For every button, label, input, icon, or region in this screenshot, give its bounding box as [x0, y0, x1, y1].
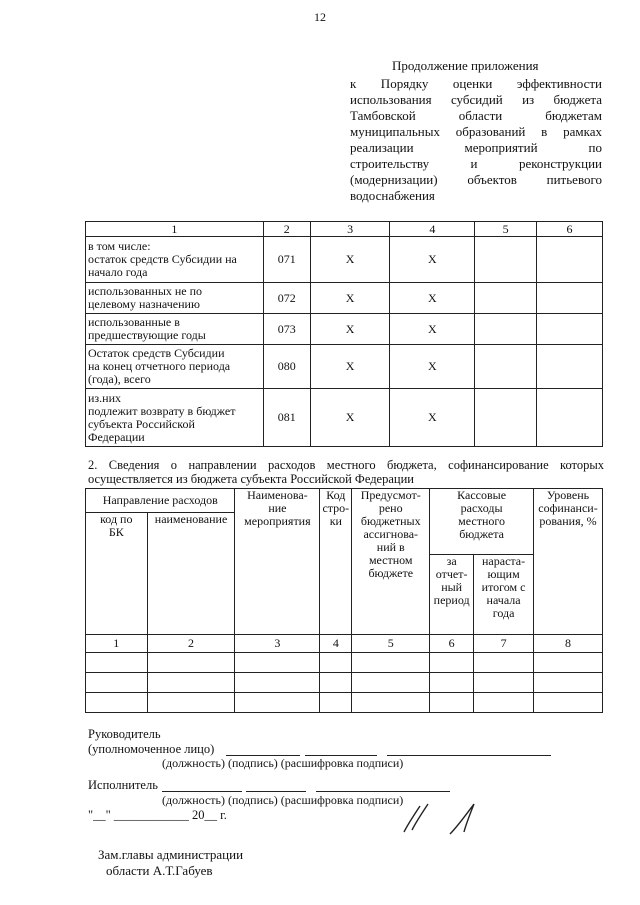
cell: [430, 653, 474, 673]
cell: [320, 673, 352, 693]
cell: [147, 673, 235, 693]
name-line: [316, 791, 450, 792]
header-level: Уровень софинанси- рования, %: [534, 489, 603, 635]
table-header-row: [86, 489, 603, 513]
deputy-title: Зам.главы администрации: [98, 847, 244, 862]
name-line: [387, 755, 551, 756]
cell: [86, 673, 148, 693]
cell: X: [310, 389, 390, 447]
cell: X: [390, 237, 475, 283]
cell: [86, 693, 148, 713]
page-number: 12: [314, 10, 326, 24]
column-header: 3: [310, 222, 390, 237]
signature-line: [246, 791, 306, 792]
cell: [235, 693, 320, 713]
column-number: 5: [352, 635, 430, 653]
row-label: из.них подлежит возврату в бюджет субъекта Российской Федерации: [86, 389, 264, 447]
table-row: [86, 345, 603, 389]
date-line: "__" ____________ 20__ г.: [88, 808, 227, 822]
table-row: [86, 237, 603, 283]
cell: [320, 693, 352, 713]
head-label: Руководитель: [88, 727, 161, 741]
row-code: 071: [263, 237, 310, 283]
cell: [320, 653, 352, 673]
column-number: 2: [147, 635, 235, 653]
header-event: Наименова- ние мероприятия: [235, 489, 320, 635]
cell: [147, 693, 235, 713]
executor-label: Исполнитель: [88, 778, 158, 792]
subsidy-balance-table: [85, 221, 603, 447]
cell: X: [390, 314, 475, 345]
cell: [475, 314, 537, 345]
table-row: [86, 693, 603, 713]
header-naimenovanie: наименование: [147, 513, 235, 635]
appendix-text: [350, 76, 602, 204]
table-row: [86, 673, 603, 693]
cell: X: [390, 345, 475, 389]
column-number: 6: [430, 635, 474, 653]
appendix-line: использования субсидий из бюджета: [350, 92, 602, 107]
cell: X: [390, 389, 475, 447]
cell: [474, 693, 534, 713]
cell: [475, 283, 537, 314]
cell: [534, 653, 603, 673]
appendix-line: Тамбовской области бюджетам: [350, 108, 602, 123]
cell: [534, 693, 603, 713]
appendix-line: реализации мероприятий по: [350, 140, 602, 155]
section-2-heading: [88, 458, 604, 486]
column-header: 5: [475, 222, 537, 237]
table-row: [86, 653, 603, 673]
appendix-line: строительству и реконструкции: [350, 156, 602, 171]
header-direction: Направление расходов: [86, 489, 235, 513]
row-code: 080: [263, 345, 310, 389]
cell: [147, 653, 235, 673]
cell: [352, 653, 430, 673]
column-number: 4: [320, 635, 352, 653]
column-header: 4: [390, 222, 475, 237]
column-number: 1: [86, 635, 148, 653]
cell: [475, 345, 537, 389]
cell: [475, 389, 537, 447]
signature-caption: (должность) (подпись) (расшифровка подписи): [162, 793, 404, 807]
signature-caption: (должность) (подпись) (расшифровка подписи): [162, 756, 404, 770]
column-number: 3: [235, 635, 320, 653]
column-header: 6: [537, 222, 603, 237]
appendix-line: (модернизации) объектов питьевого: [350, 172, 602, 187]
cell: [475, 237, 537, 283]
cell: [86, 653, 148, 673]
appendix-line: водоснабжения: [350, 188, 435, 203]
header-kod-bk: код по БК: [86, 513, 148, 635]
cell: [537, 314, 603, 345]
section-2-line: 2. Сведения о направлении расходов местного бюджета, софинансирование которых: [88, 458, 604, 472]
header-planned: Предусмот- рено бюджетных ассигнова- ний в местном бюджете: [352, 489, 430, 635]
cell: [430, 673, 474, 693]
cell: X: [310, 283, 390, 314]
table-row: [86, 389, 603, 447]
cell: X: [310, 345, 390, 389]
header-row-code: Код стро- ки: [320, 489, 352, 635]
cell: [352, 673, 430, 693]
row-code: 073: [263, 314, 310, 345]
column-header: 1: [86, 222, 264, 237]
cell: X: [310, 237, 390, 283]
cell: [474, 673, 534, 693]
header-cash: Кассовые расходы местного бюджета: [430, 489, 534, 555]
row-code: 072: [263, 283, 310, 314]
cell: [235, 653, 320, 673]
cell: [474, 653, 534, 673]
section-2-line: осуществляется из бюджета субъекта Российской Федерации: [88, 472, 414, 486]
row-code: 081: [263, 389, 310, 447]
row-label: использованных не по целевому назначению: [86, 283, 264, 314]
cell: [537, 237, 603, 283]
cell: [534, 673, 603, 693]
cell: [430, 693, 474, 713]
local-budget-expenses-table: [85, 488, 603, 713]
row-label: Остаток средств Субсидии на конец отчетного периода (года), всего: [86, 345, 264, 389]
cell: X: [310, 314, 390, 345]
header-period: за отчет- ный период: [430, 555, 474, 635]
cell: [235, 673, 320, 693]
column-number: 7: [474, 635, 534, 653]
column-number-row: [86, 635, 603, 653]
header-cumulative: нараста- ющим итогом с начала года: [474, 555, 534, 635]
table-header-row: [86, 222, 603, 237]
table-row: [86, 283, 603, 314]
cell: [537, 389, 603, 447]
appendix-line: к Порядку оценки эффективности: [350, 76, 602, 91]
column-header: 2: [263, 222, 310, 237]
row-label: в том числе: остаток средств Субсидии на начало года: [86, 237, 264, 283]
cell: [352, 693, 430, 713]
head-sub-label: (уполномоченное лицо): [88, 742, 215, 756]
position-line: [162, 791, 242, 792]
appendix-line: муниципальных образований в рамках: [350, 124, 602, 139]
row-label: использованные в предшествующие годы: [86, 314, 264, 345]
cell: X: [390, 283, 475, 314]
handwritten-signature-icon: [398, 800, 490, 836]
deputy-name: области А.Т.Габуев: [106, 863, 213, 878]
column-number: 8: [534, 635, 603, 653]
cell: [537, 283, 603, 314]
appendix-title: Продолжение приложения: [392, 58, 539, 73]
table-row: [86, 314, 603, 345]
cell: [537, 345, 603, 389]
